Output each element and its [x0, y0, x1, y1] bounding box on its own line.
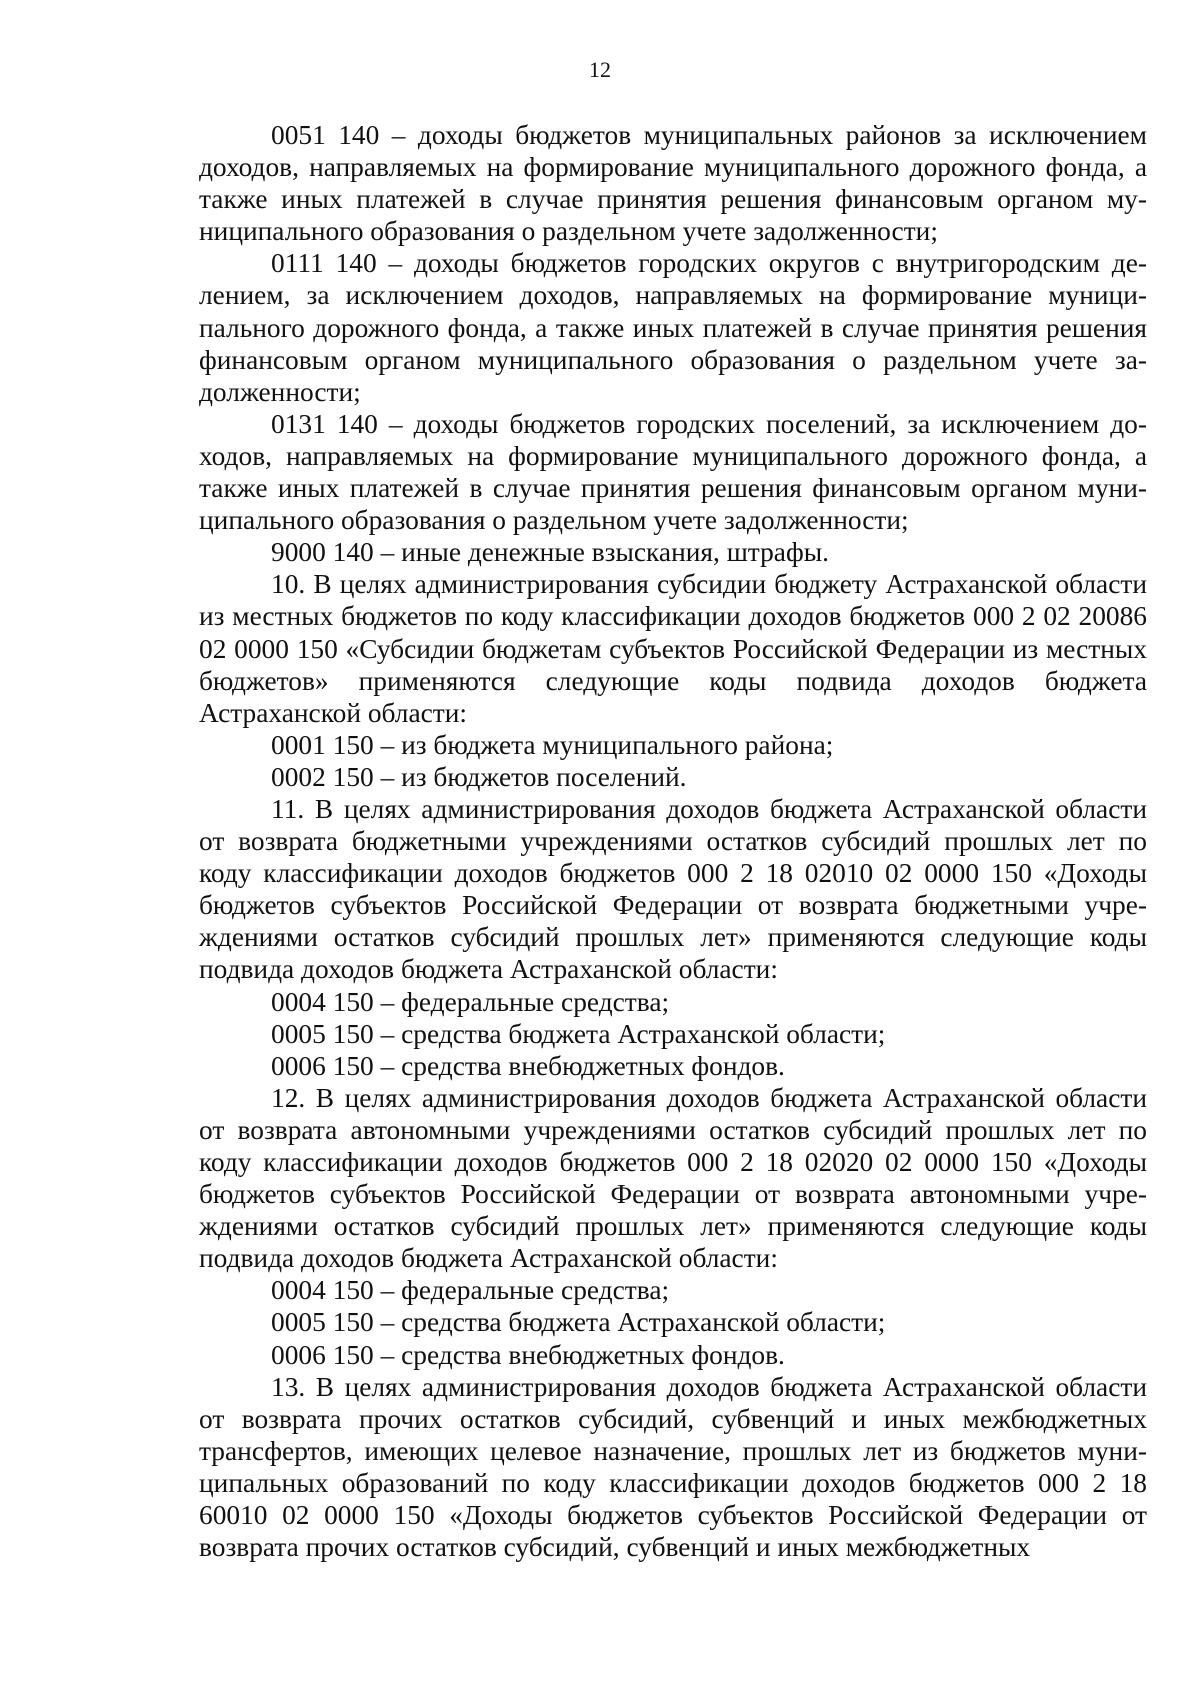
paragraph-code-0006-150: 0006 150 – средства внебюджетных фондов. — [271, 1050, 785, 1081]
paragraph-code-0001-150: 0001 150 – из бюджета муниципального района; — [271, 729, 834, 760]
paragraph-code-0006-150: 0006 150 – средства внебюджетных фондов. — [271, 1339, 785, 1370]
paragraph-item-10: 10. В целях администрирования субсидии бюджету Астраханской области из местных бюджетов по коду классификации доходов бюджетов 000 2 02 20086 02 0000 150 «Субсидии бюджетам субъектов Российской Федерации из местных бюджетов» применяются следующие коды подвида доходов бюджета Астраханской области: — [199, 569, 1147, 728]
paragraph-item-12: 12. В целях администрирования доходов бюджета Астраханской области от возврата автономными учреждениями остатков субсидий прошлых лет по коду классификации доходов бюджетов 000 2 18 02020 02 0000 150 «Доходы бюджетов субъектов Российской Федерации от возврата автономными учреждениями остатков субсидий прошлых лет» применяются следующие коды подвида доходов бюджета Астраханской области: — [199, 1082, 1147, 1274]
paragraph-code-0111-140: 0111 140 – доходы бюджетов городских округов с внутригородским делением, за исключением доходов, направляемых на формирование муниципального дорожного фонда, а также иных платежей в случае принятия решения финансовым органом муниципального образования о раздельном учете задолженности; — [199, 248, 1147, 407]
paragraph-code-0004-150: 0004 150 – федеральные средства; — [271, 986, 670, 1017]
page-number: 12 — [589, 57, 611, 82]
paragraph-code-0005-150: 0005 150 – средства бюджета Астраханской области; — [271, 1307, 886, 1338]
paragraph-item-13: 13. В целях администрирования доходов бюджета Астраханской области от возврата прочих остатков субсидий, субвенций и иных межбюджетных трансфертов, имеющих целевое назначение, прошлых лет из бюджетов муниципальных образований по коду классификации доходов бюджетов 000 2 18 60010 02 0000 150 «Доходы бюджетов субъектов Российской Федерации от возврата прочих остатков субсидий, субвенций и иных межбюджетных — [199, 1371, 1147, 1563]
paragraph-code-0002-150: 0002 150 – из бюджетов поселений. — [271, 761, 687, 792]
paragraph-code-0131-140: 0131 140 – доходы бюджетов городских поселений, за исключением доходов, направляемых на формирование муниципального дорожного фонда, а также иных платежей в случае принятия решения финансовым органом муниципального образования о раздельном учете задолженности; — [199, 408, 1147, 536]
document-body — [199, 119, 1147, 1563]
paragraph-code-0005-150: 0005 150 – средства бюджета Астраханской области; — [271, 1018, 886, 1049]
paragraph-code-0004-150: 0004 150 – федеральные средства; — [271, 1275, 670, 1306]
paragraph-code-9000-140: 9000 140 – иные денежные взыскания, штрафы. — [271, 537, 829, 568]
paragraph-item-11: 11. В целях администрирования доходов бюджета Астраханской области от возврата бюджетными учреждениями остатков субсидий прошлых лет по коду классификации доходов бюджетов 000 2 18 02010 02 0000 150 «Доходы бюджетов субъектов Российской Федерации от возврата бюджетными учреждениями остатков субсидий прошлых лет» применяются следующие коды подвида доходов бюджета Астраханской области: — [199, 793, 1147, 985]
paragraph-code-0051-140: 0051 140 – доходы бюджетов муниципальных районов за исключением доходов, направляемых на формирование муниципального дорожного фонда, а также иных платежей в случае принятия решения финансовым органом муниципального образования о раздельном учете задолженности; — [199, 120, 1147, 247]
